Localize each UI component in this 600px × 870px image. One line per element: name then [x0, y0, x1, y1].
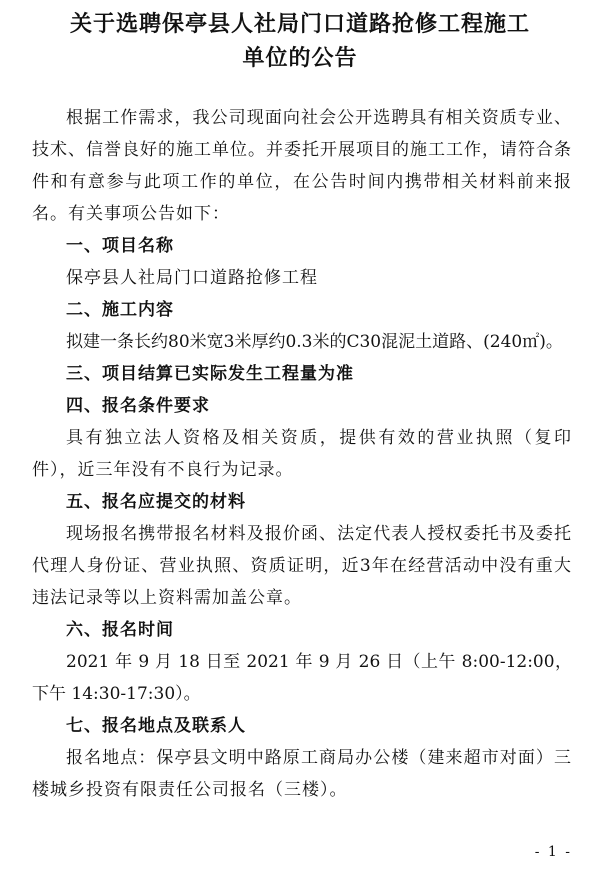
section-content-registration-time: 2021 年 9 月 18 日至 2021 年 9 月 26 日（上午 8:00-12:00，下午 14:30-17:30）。 — [32, 652, 572, 704]
section-content-construction-content: 拟建一条长约80米宽3米厚约0.3米的C30混泥土道路、(240㎡)。 — [66, 332, 563, 352]
section-heading-location-contact: 七、报名地点及联系人 — [66, 716, 246, 736]
section-heading-settlement: 三、项目结算已实际发生工程量为准 — [66, 364, 354, 384]
intro-paragraph: 根据工作需求，我公司现面向社会公开选聘具有相关资质专业、技术、信誉良好的施工单位。并委托开展项目的施工工作，请符合条件和有意参与此项工作的单位，在公告时间内携带相关材料前来报名。有关事项公告如下： — [32, 108, 572, 224]
document-title-line-2: 单位的公告 — [242, 46, 358, 71]
section-heading-materials: 五、报名应提交的材料 — [66, 492, 246, 512]
section-heading-construction-content: 二、施工内容 — [66, 300, 174, 320]
document-title-line-1: 关于选聘保亭县人社局门口道路抢修工程施工 — [69, 12, 530, 37]
document-body — [32, 102, 572, 806]
section-heading-requirements: 四、报名条件要求 — [66, 396, 210, 416]
page-number: - 1 - — [534, 844, 572, 860]
section-content-requirements: 具有独立法人资格及相关资质，提供有效的营业执照（复印件），近三年没有不良行为记录。 — [32, 428, 572, 480]
section-content-location-contact: 报名地点：保亭县文明中路原工商局办公楼（建来超市对面）三楼城乡投资有限责任公司报名（三楼）。 — [32, 748, 572, 800]
section-heading-project-name: 一、项目名称 — [66, 236, 174, 256]
section-content-materials: 现场报名携带报名材料及报价函、法定代表人授权委托书及委托代理人身份证、营业执照、资质证明，近3年在经营活动中没有重大违法记录等以上资料需加盖公章。 — [32, 524, 572, 608]
section-heading-registration-time: 六、报名时间 — [66, 620, 174, 640]
section-content-project-name: 保亭县人社局门口道路抢修工程 — [66, 268, 318, 288]
